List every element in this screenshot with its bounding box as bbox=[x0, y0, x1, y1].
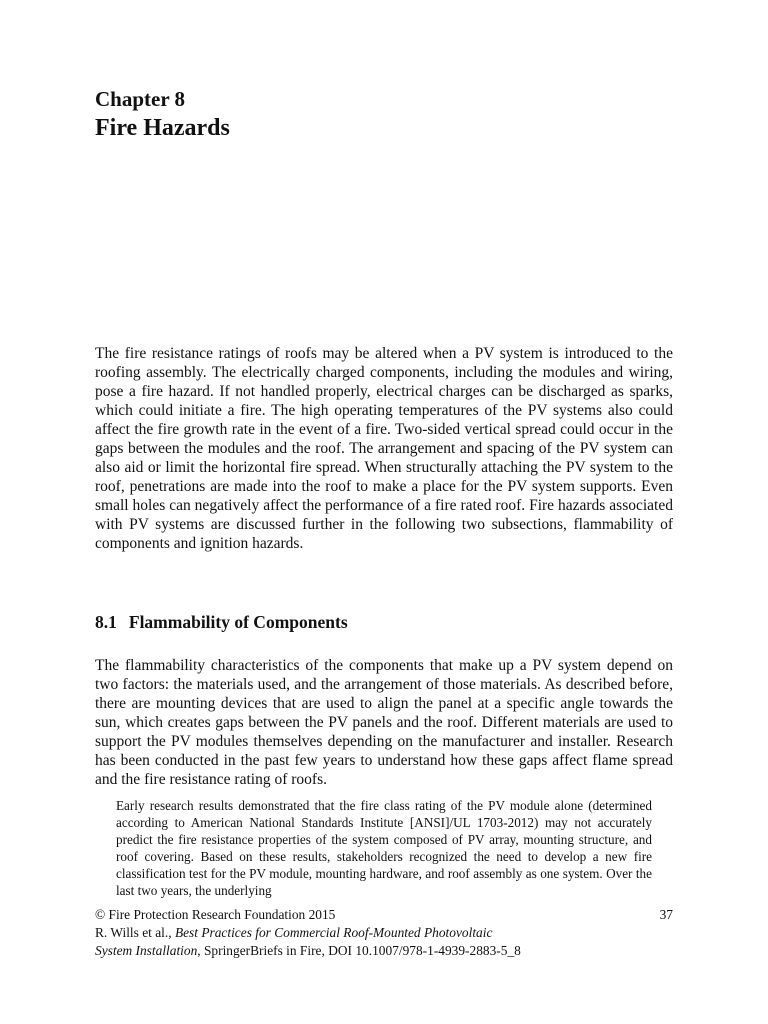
section-number: 8.1 bbox=[95, 612, 117, 632]
chapter-title: Fire Hazards bbox=[95, 115, 230, 141]
citation-series-doi: , SpringerBriefs in Fire, DOI 10.1007/978-1-4939-2883-5_8 bbox=[197, 943, 521, 958]
copyright-line: © Fire Protection Research Foundation 2015 bbox=[95, 907, 336, 922]
citation-line-2 bbox=[95, 942, 673, 960]
intro-paragraph: The fire resistance ratings of roofs may be altered when a PV system is introduced to the roofing assembly. The electrically charged components, including the modules and wiring, pose a fire hazard. If not handled properly, electrical charges can be discharged as sparks, which could initiate a fire. The high operating temperatures of the PV systems also could affect the fire growth rate in the event of a fire. Two-sided vertical spread could occur in the gaps between the modules and the roof. The arrangement and spacing of the PV system can also aid or limit the horizontal fire spread. When structurally attaching the PV system to the roof, penetrations are made into the roof to make a place for the PV system supports. Even small holes can negatively affect the performance of a fire rated roof. Fire hazards associated with PV systems are discussed further in the following two subsections, flammability of components and ignition hazards. bbox=[95, 345, 673, 553]
page-number: 37 bbox=[659, 907, 673, 922]
block-quote: Early research results demonstrated that the fire class rating of the PV module alone (determined according to American National Standards Institute [ANSI]/UL 1703-2012) may not accurately predict the fire resistance properties of the system composed of PV array, mounting structure, and roof covering. Based on these results, stakeholders recognized the need to develop a new fire classification test for the PV module, mounting hardware, and roof assembly as one system. Over the last two years, the underlying bbox=[116, 798, 652, 899]
section-title: Flammability of Components bbox=[128, 612, 348, 632]
section-paragraph: The flammability characteristics of the components that make up a PV system depend on two factors: the materials used, and the arrangement of those materials. As described before, there are mounting devices that are used to align the panel at a specific angle towards the sun, which creates gaps between the PV panels and the roof. Different materials are used to support the PV modules themselves depending on the manufacturer and installer. Research has been conducted in the past few years to understand how these gaps affect flame spread and the fire resistance rating of roofs. bbox=[95, 657, 673, 789]
document-page bbox=[95, 0, 675, 1024]
page-footer bbox=[95, 906, 673, 960]
chapter-label: Chapter 8 bbox=[95, 87, 186, 111]
citation-book-title-1: Best Practices for Commercial Roof-Mounted Photovoltaic bbox=[174, 925, 493, 940]
citation-line-1 bbox=[95, 924, 673, 942]
citation-authors: R. Wills et al., bbox=[95, 925, 175, 940]
section-heading bbox=[95, 611, 348, 633]
citation-book-title-2: System Installation bbox=[95, 943, 198, 958]
